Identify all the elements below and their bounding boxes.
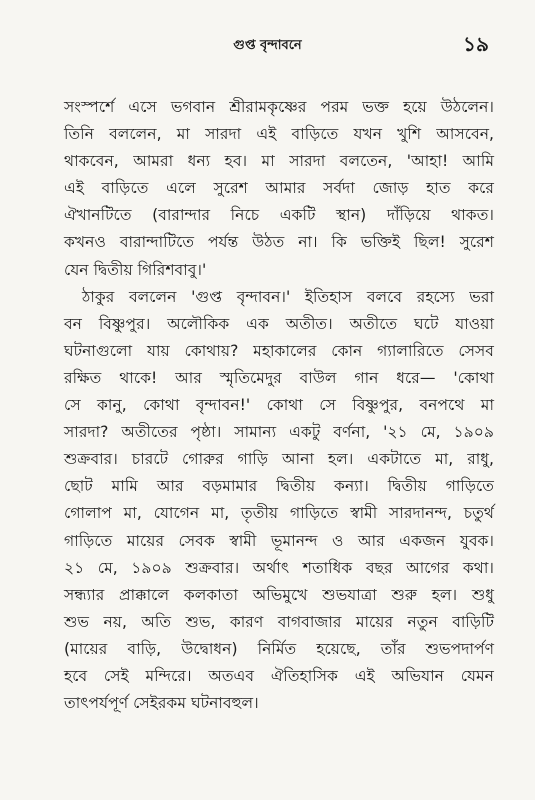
paragraph-2: [64, 284, 494, 718]
text-line: ঠাকুর বললেন 'গুপ্ত বৃন্দাবন।' ইতিহাস বলবে রহস্যে ভরা: [82, 287, 494, 306]
text-line: তিনি বললেন, মা সারদা এই বাড়িতে যখন খুশি আসবেন,: [64, 125, 494, 144]
text-line: ২১ মে, ১৯০৯ শুক্রবার। অর্থাৎ শতাধিক বছর আগের কথা।: [64, 558, 494, 577]
text-line: শুভ নয়, অতি শুভ, কারণ বাগবাজার মায়ের নতুন বাড়িটি: [64, 612, 494, 631]
text-line: তাৎপর্যপূর্ণ সেইরকম ঘটনাবহুল।: [64, 694, 259, 713]
text-line: গোলাপ মা, যোগেন মা, তৃতীয় গাড়িতে স্বামী সারদানন্দ, চতুর্থ: [64, 504, 494, 523]
paragraph-1: [64, 94, 494, 284]
text-line: সংস্পর্শে এসে ভগবান শ্রীরামকৃষ্ণের পরম ভক্ত হয়ে উঠলেন।: [64, 98, 494, 116]
text-line: বন বিষ্ণুপুর। অলৌকিক এক অতীত। অতীতে ঘটে যাওয়া: [64, 314, 494, 333]
text-line: গাড়িতে মায়ের সেবক স্বামী ভূমানন্দ ও আর একজন যুবক।: [64, 531, 494, 550]
text-line: ঐখানটিতে (বারান্দার নিচে একটি স্থান) দাঁড়িয়ে থাকত।: [64, 206, 494, 225]
text-line: কখনও বারান্দাটিতে পর্যন্ত উঠত না। কি ভক্তিই ছিল! সুরেশ: [64, 233, 494, 252]
text-line: সে কানু, কোথা বৃন্দাবন!' কোথা সে বিষ্ণুপুর, বনপথে মা: [64, 396, 494, 415]
body-text: [64, 94, 494, 717]
page-number: ১৯: [463, 32, 489, 56]
text-line: রক্ষিত থাকে! আর স্মৃতিমেদুর বাউল গান ধরে— 'কোথা: [64, 368, 494, 387]
running-title: গুপ্ত বৃন্দাবনে: [233, 38, 302, 53]
text-line: (মায়ের বাড়ি, উদ্বোধন) নির্মিত হয়েছে, তাঁর শুভপদার্পণ: [64, 639, 494, 658]
text-line: ঘটনাগুলো যায় কোথায়? মহাকালের কোন গ্যালারিতে সেসব: [64, 341, 494, 360]
text-line: হবে সেই মন্দিরে। অতএব ঐতিহাসিক এই অভিযান যেমন: [64, 666, 494, 685]
text-line: যেন দ্বিতীয় গিরিশবাবু।': [64, 260, 207, 279]
text-line: এই বাড়িতে এলে সুরেশ আমার সর্বদা জোড় হাত করে: [64, 179, 494, 198]
text-line: থাকবেন, আমরা ধন্য হব। মা সারদা বলতেন, 'আহা! আমি: [64, 152, 494, 171]
text-line: ছোট মামি আর বড়মামার দ্বিতীয় কন্যা। দ্বিতীয় গাড়িতে: [64, 477, 494, 496]
text-line: সন্ধ্যার প্রাক্কালে কলকাতা অভিমুখে শুভযাত্রা শুরু হল। শুধু: [64, 585, 494, 604]
text-line: সারদা? অতীতের পৃষ্ঠা। সামান্য একটু বর্ণনা, '২১ মে, ১৯০৯: [64, 423, 494, 442]
text-line: শুক্রবার। চারটে গোরুর গাড়ি আনা হল। একটাতে মা, রাধু,: [64, 450, 494, 469]
